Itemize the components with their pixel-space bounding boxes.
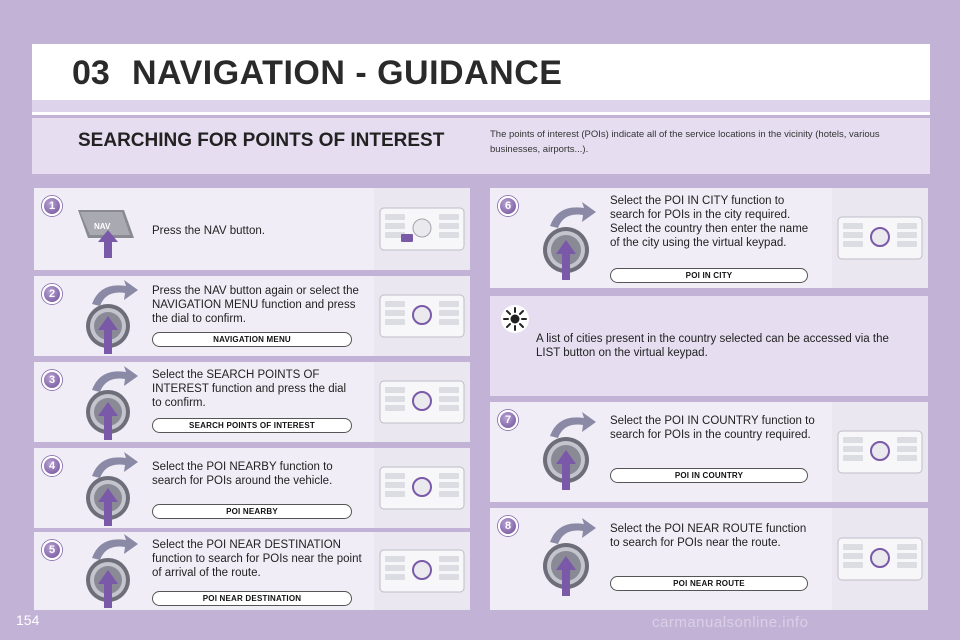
console-thumbnail	[374, 362, 470, 442]
step-card-7	[490, 402, 928, 502]
page-number: 154	[16, 612, 40, 628]
console-thumbnail	[374, 532, 470, 610]
console-icon	[837, 427, 923, 477]
function-label: NAVIGATION MENU	[152, 332, 352, 347]
console-thumbnail	[374, 276, 470, 356]
step-card-3	[34, 362, 470, 442]
console-icon	[837, 213, 923, 263]
tip-text: A list of cities present in the country selected can be accessed via the LIST button on the virtual keypad.	[536, 333, 889, 359]
step-text: Select the POI NEAR ROUTE function to search for POIs near the route.	[610, 523, 807, 549]
function-label: POI NEAR DESTINATION	[152, 591, 352, 606]
dial-icon	[536, 198, 606, 287]
function-label: POI IN CITY	[610, 268, 808, 283]
console-thumbnail	[832, 188, 928, 288]
tip-card	[490, 296, 928, 396]
console-thumbnail	[832, 402, 928, 502]
page-title: NAVIGATION - GUIDANCE	[132, 54, 563, 92]
step-card-6	[490, 188, 928, 288]
dial-icon	[536, 408, 606, 497]
step-card-4	[34, 448, 470, 528]
step-card-5	[34, 532, 470, 610]
step-badge: 3	[42, 370, 62, 390]
step-text: Select the POI NEARBY function to search for POIs around the vehicle.	[152, 461, 333, 487]
step-badge: 1	[42, 196, 62, 216]
step-badge: 8	[498, 516, 518, 536]
header-stripe	[32, 100, 930, 112]
console-icon	[379, 377, 465, 427]
dial-icon	[78, 278, 148, 361]
header-underline	[32, 112, 930, 115]
console-icon	[379, 291, 465, 341]
lamp-icon	[500, 304, 530, 339]
step-card-1	[34, 188, 470, 270]
watermark: carmanualsonline.info	[652, 614, 809, 631]
nav-button-text: NAV	[94, 222, 111, 231]
console-thumbnail	[832, 508, 928, 610]
step-text: Press the NAV button again or select the NAVIGATION MENU function and press the dial to confirm.	[152, 285, 359, 325]
function-label: POI NEARBY	[152, 504, 352, 519]
console-thumbnail	[374, 188, 470, 270]
dial-icon	[78, 364, 148, 447]
step-text: Select the SEARCH POINTS OF INTEREST function and press the dial to confirm.	[152, 369, 347, 409]
step-badge: 2	[42, 284, 62, 304]
dial-icon	[78, 532, 148, 615]
section-title: SEARCHING FOR POINTS OF INTEREST	[78, 130, 445, 151]
function-label: POI IN COUNTRY	[610, 468, 808, 483]
console-icon	[379, 463, 465, 513]
chapter-number: 03	[72, 54, 110, 92]
step-text: Select the POI NEAR DESTINATION function to search for POIs near the point of arrival of the route.	[152, 539, 362, 579]
step-card-2	[34, 276, 470, 356]
step-badge: 6	[498, 196, 518, 216]
step-text: Select the POI IN COUNTRY function to search for POIs in the country required.	[610, 415, 815, 441]
console-icon	[379, 204, 465, 254]
console-thumbnail	[374, 448, 470, 528]
function-label: POI NEAR ROUTE	[610, 576, 808, 591]
dial-icon	[536, 514, 606, 603]
step-badge: 7	[498, 410, 518, 430]
function-label: SEARCH POINTS OF INTEREST	[152, 418, 352, 433]
console-icon	[837, 534, 923, 584]
dial-icon	[78, 450, 148, 533]
step-badge: 4	[42, 456, 62, 476]
step-card-8	[490, 508, 928, 610]
step-text: Press the NAV button.	[152, 225, 265, 237]
intro-text: The points of interest (POIs) indicate all of the service locations in the vicinity (hotels, various businesses, airports...).	[490, 129, 880, 155]
nav-button-icon	[76, 202, 146, 265]
step-text: Select the POI IN CITY function to search for POIs in the city required. Select the country then enter the name of the city using the virtual keypad.	[610, 195, 809, 249]
step-badge: 5	[42, 540, 62, 560]
console-icon	[379, 546, 465, 596]
